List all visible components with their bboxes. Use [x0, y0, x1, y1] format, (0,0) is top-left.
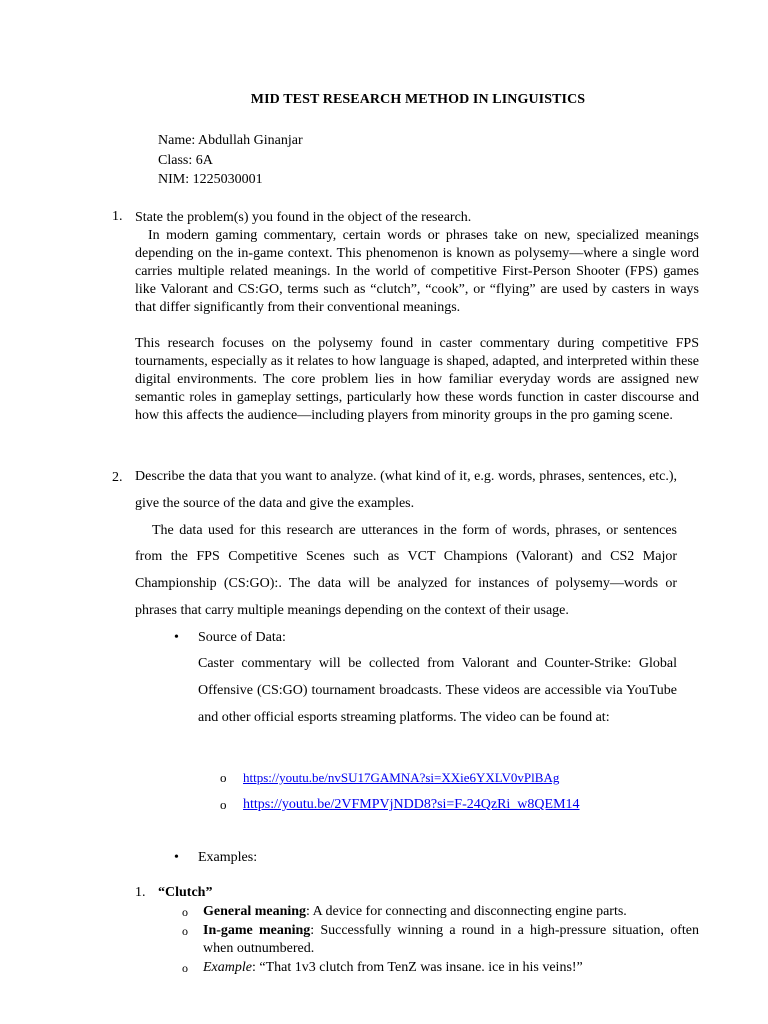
source-description: Caster commentary will be collected from Valorant and Counter-Strike: Global Offensive (CS:GO) tournament broadcasts. These videos are accessible via YouTube and other official esports streaming platforms. The video can be found at:	[198, 656, 677, 725]
student-name: Name: Abdullah Ginanjar	[158, 133, 303, 148]
document-title: MID TEST RESEARCH METHOD IN LINGUISTICS	[250, 92, 586, 107]
general-meaning-text: : A device for connecting and disconnecting engine parts.	[306, 904, 627, 919]
student-info	[158, 131, 303, 190]
question-1-section	[135, 209, 699, 425]
question-2-section	[135, 464, 677, 625]
ingame-meaning-text: : Successfully winning a round in a high-pressure situation, often when outnumbered.	[203, 923, 699, 956]
general-meaning-item	[203, 903, 699, 921]
question-1-answer-para-2: This research focuses on the polysemy found in caster commentary during competitive FPS tournaments, especially as it relates to how language is shaped, adapted, and interpreted within these digital environments. The core problem lies in how familiar everyday words are assigned new semantic roles in gameplay settings, particularly how these words function in caster discourse and how this affects the audience—including players from minority groups in the pro gaming scene.	[135, 336, 699, 423]
example-1-number: 1.	[135, 885, 146, 900]
bullet-source: •	[174, 630, 179, 645]
examples-label: Examples:	[198, 850, 258, 865]
example-1-term: “Clutch”	[158, 885, 213, 900]
question-1-text: State the problem(s) you found in the object of the research.	[135, 210, 472, 225]
student-class: Class: 6A	[158, 152, 213, 168]
student-nim: NIM: 1225030001	[158, 172, 263, 187]
ingame-meaning-bullet: o	[182, 924, 188, 938]
source-label: Source of Data:	[198, 630, 286, 645]
link-2-bullet: o	[220, 797, 227, 812]
example-usage-text: : “That 1v3 clutch from TenZ was insane. ice in his veins!”	[251, 960, 583, 975]
general-meaning-label: General meaning	[203, 904, 307, 919]
question-1-answer-para-1: In modern gaming commentary, certain words or phrases take on new, specialized meanings depending on the in-game context. This phenomenon is known as polysemy—where a single word carries multiple related meanings. In the world of competitive First-Person Shooter (FPS) games like Valorant and CS:GO, terms such as “clutch”, “cook”, or “flying” are used by casters in ways that differ significantly from their conventional meanings.	[135, 228, 699, 315]
link-1-bullet: o	[220, 770, 227, 785]
youtube-link-1[interactable]: https://youtu.be/nvSU17GAMNA?si=XXie6YXLV0vPlBAg	[243, 770, 560, 785]
example-usage-item	[203, 959, 699, 977]
youtube-link-2[interactable]: https://youtu.be/2VFMPVjNDD8?si=F-24QzRi_w8QEM14	[243, 797, 580, 812]
ingame-meaning-label: In-game meaning	[203, 923, 311, 938]
example-usage-bullet: o	[182, 961, 188, 975]
question-2-answer: The data used for this research are utterances in the form of words, phrases, or sentences from the FPS Competitive Scenes such as VCT Champions (Valorant) and CS2 Major Championship (CS:GO):. The data will be analyzed for instances of polysemy—words or phrases that carry multiple meanings depending on the context of their usage.	[135, 522, 677, 618]
ingame-meaning-item	[203, 922, 699, 958]
question-1-number: 1.	[112, 209, 123, 224]
general-meaning-bullet: o	[182, 905, 188, 919]
question-2-number: 2.	[112, 470, 123, 485]
question-2-text: Describe the data that you want to analyze. (what kind of it, e.g. words, phrases, sentences, etc.), give the source of the data and give the examples.	[135, 469, 677, 511]
example-usage-label: Example	[203, 960, 252, 975]
bullet-examples: •	[174, 850, 179, 865]
